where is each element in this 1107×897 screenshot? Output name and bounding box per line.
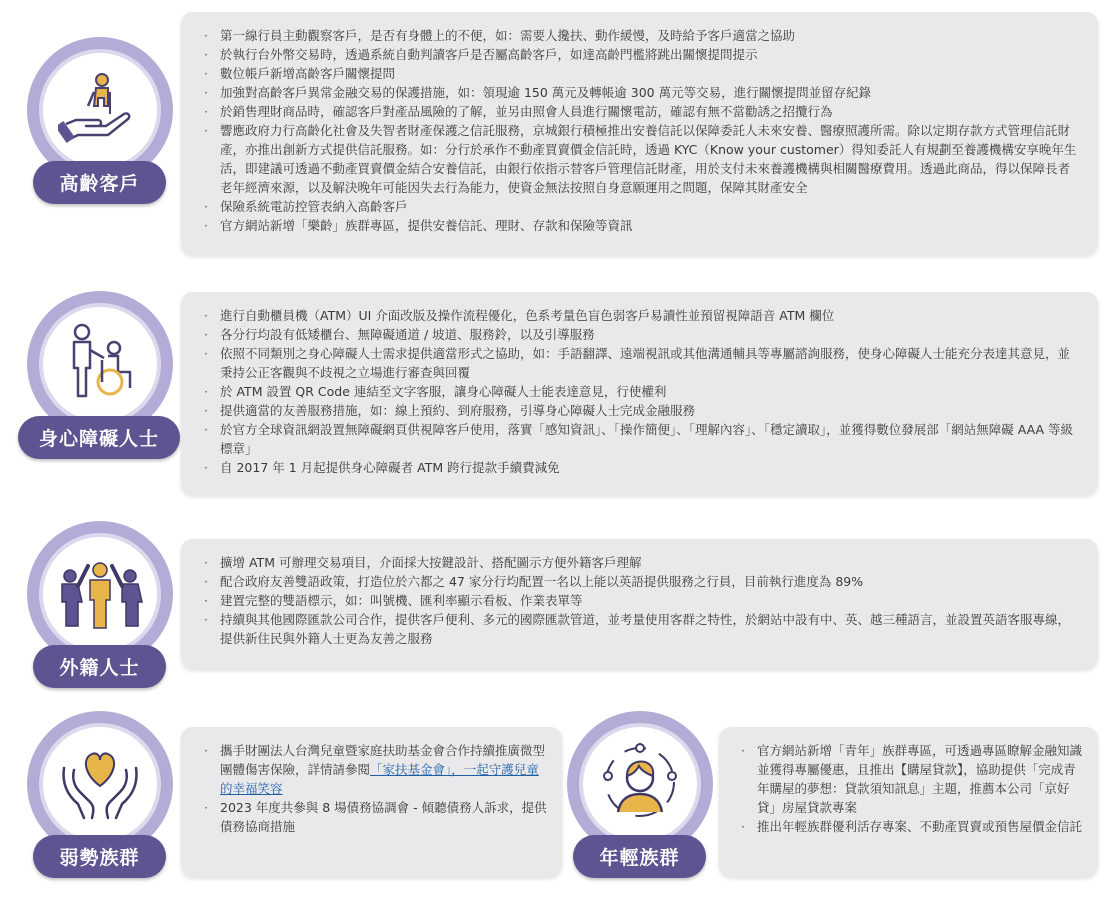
list-item: · 第一線行員主動觀察客戶，是否有身體上的不便，如：需要人攙扶、動作緩慢，及時給予客戶適當之協助 <box>202 26 1080 45</box>
list-item: · 響應政府力行高齡化社會及失智者財產保護之信託服務，京城銀行積極推出安養信託以保障委託人未來安養、醫療照護所需。除以定期存款方式管理信託財產，亦推出創新方式提供信託服務。如：分行於承作不動產買賣價金信託時，透過 KYC（Know your customer）得知委託人有規劃至養護機構安享晚年生活，即建議可透過不動產買賣價金結合安養信託，由銀行依指示替客戶管理信託財產，用於支付未來養護機構與相關醫療費用。透過此商品，得以保障長者老年經濟來源，以及解決晚年可能因失去行為能力，使資金無法按照自身意願運用之問題，保障其財產安全 <box>202 121 1080 197</box>
people-group-icon <box>56 550 144 638</box>
list-item: · 於執行台外幣交易時，透過系統自動判讀客戶是否屬高齡客戶，如達高齡門檻將跳出關懷提問提示 <box>202 45 1080 64</box>
vulnerable-title: 弱勢族群 <box>33 835 166 878</box>
young-person-icon <box>596 738 684 830</box>
list-item: · 加強對高齡客戶異常金融交易的保護措施，如：領現逾 150 萬元及轉帳逾 300 萬元等交易，進行關懷提問並留存紀錄 <box>202 83 1080 102</box>
list-item: · 持續與其他國際匯款公司合作，提供客戶便利、多元的國際匯款管道，並考量使用客群之特性，於網站中設有中、英、越三種語言，並設置英語客服專線，提供新住民與外籍人士更為友善之服務 <box>202 610 1080 648</box>
youth-list <box>739 741 1084 836</box>
foreigner-title: 外籍人士 <box>33 645 166 688</box>
youth-card <box>719 727 1098 877</box>
list-item <box>202 741 548 798</box>
list-item: · 2023 年度共參與 8 場債務協調會 - 傾聽債務人訴求，提供債務協商措施 <box>202 798 548 836</box>
disability-card <box>181 292 1098 495</box>
foreigner-card <box>181 539 1098 669</box>
list-item: · 擴增 ATM 可辦理交易項目，介面採大按鍵設計、搭配圖示方便外籍客戶理解 <box>202 553 1080 572</box>
list-item: · 保險系統電訪控管表納入高齡客戶 <box>202 197 1080 216</box>
list-item: · 數位帳戶新增高齡客戶關懷提問 <box>202 64 1080 83</box>
list-item: · 官方網站新增「青年」族群專區，可透過專區瞭解金融知識並獲得專屬優惠，且推出【購屋貸款】，協助提供「完成青年購屋的夢想：貸款須知訊息」主題，推薦本公司「京好貸」房屋貸款專案 <box>739 741 1084 817</box>
list-item: · 自 2017 年 1 月起提供身心障礙者 ATM 跨行提款手續費減免 <box>202 458 1080 477</box>
youth-badge <box>583 727 697 841</box>
wheelchair-assist-icon <box>58 320 142 408</box>
list-item: · 依照不同類別之身心障礙人士需求提供適當形式之協助，如：手語翻譯、遠端視訊或其他溝通輔具等專屬諮詢服務，使身心障礙人士能充分表達其意見，並秉持公正客觀與不歧視之立場進行審查與回覆 <box>202 344 1080 382</box>
list-item: · 配合政府友善雙語政策，打造位於六都之 47 家分行均配置一名以上能以英語提供服務之行員，目前執行進度為 89% <box>202 572 1080 591</box>
list-item: · 於銷售理財商品時，確認客戶對產品風險的了解，並另由照會人員進行關懷電訪，確認有無不當勸誘之招攬行為 <box>202 102 1080 121</box>
disability-badge <box>43 307 157 421</box>
vulnerable-badge <box>43 727 157 841</box>
list-item: · 於官方全球資訊網設置無障礙網頁供視障客戶使用，落實「感知資訊」、「操作簡便」、「理解內容」、「穩定讀取」，並獲得數位發展部「網站無障礙 AAA 等級標章」 <box>202 420 1080 458</box>
list-item: · 提供適當的友善服務措施，如：線上預約、到府服務，引導身心障礙人士完成金融服務 <box>202 401 1080 420</box>
foreigner-list <box>202 553 1080 648</box>
hands-heart-icon <box>56 740 144 828</box>
disability-list <box>202 306 1080 477</box>
list-item: · 官方網站新增「樂齡」族群專區，提供安養信託、理財、存款和保險等資訊 <box>202 216 1080 235</box>
vulnerable-card <box>181 727 562 877</box>
elder-list <box>202 26 1080 235</box>
foreigner-badge <box>43 537 157 651</box>
list-item: · 於 ATM 設置 QR Code 連結至文字客服，讓身心障礙人士能表達意見，行使權利 <box>202 382 1080 401</box>
list-item: · 建置完整的雙語標示，如：叫號機、匯利率顯示看板、作業表單等 <box>202 591 1080 610</box>
hand-elder-icon <box>58 66 142 154</box>
list-item-text: 攜手財團法人台灣兒童暨家庭扶助基金會合作持續推廣微型團體傷害保險，詳情請參閱 <box>220 743 546 777</box>
list-item: · 進行自動櫃員機（ATM）UI 介面改版及操作流程優化，色系考量色盲色弱客戶易讀性並預留視障語音 ATM 欄位 <box>202 306 1080 325</box>
youth-title: 年輕族群 <box>573 835 706 878</box>
elder-badge <box>43 53 157 167</box>
elder-card <box>181 12 1098 255</box>
list-item: · 各分行均設有低矮櫃台、無障礙通道 / 坡道、服務鈴，以及引導服務 <box>202 325 1080 344</box>
elder-title: 高齡客戶 <box>33 161 166 204</box>
disability-title: 身心障礙人士 <box>18 416 180 459</box>
list-item: · 推出年輕族群優利活存專案、不動產買賣或預售屋價金信託 <box>739 817 1084 836</box>
vulnerable-list <box>202 741 548 836</box>
family-fund-link[interactable]: 「家扶基金會」，一起守護兒童的幸福笑容 <box>220 762 539 796</box>
